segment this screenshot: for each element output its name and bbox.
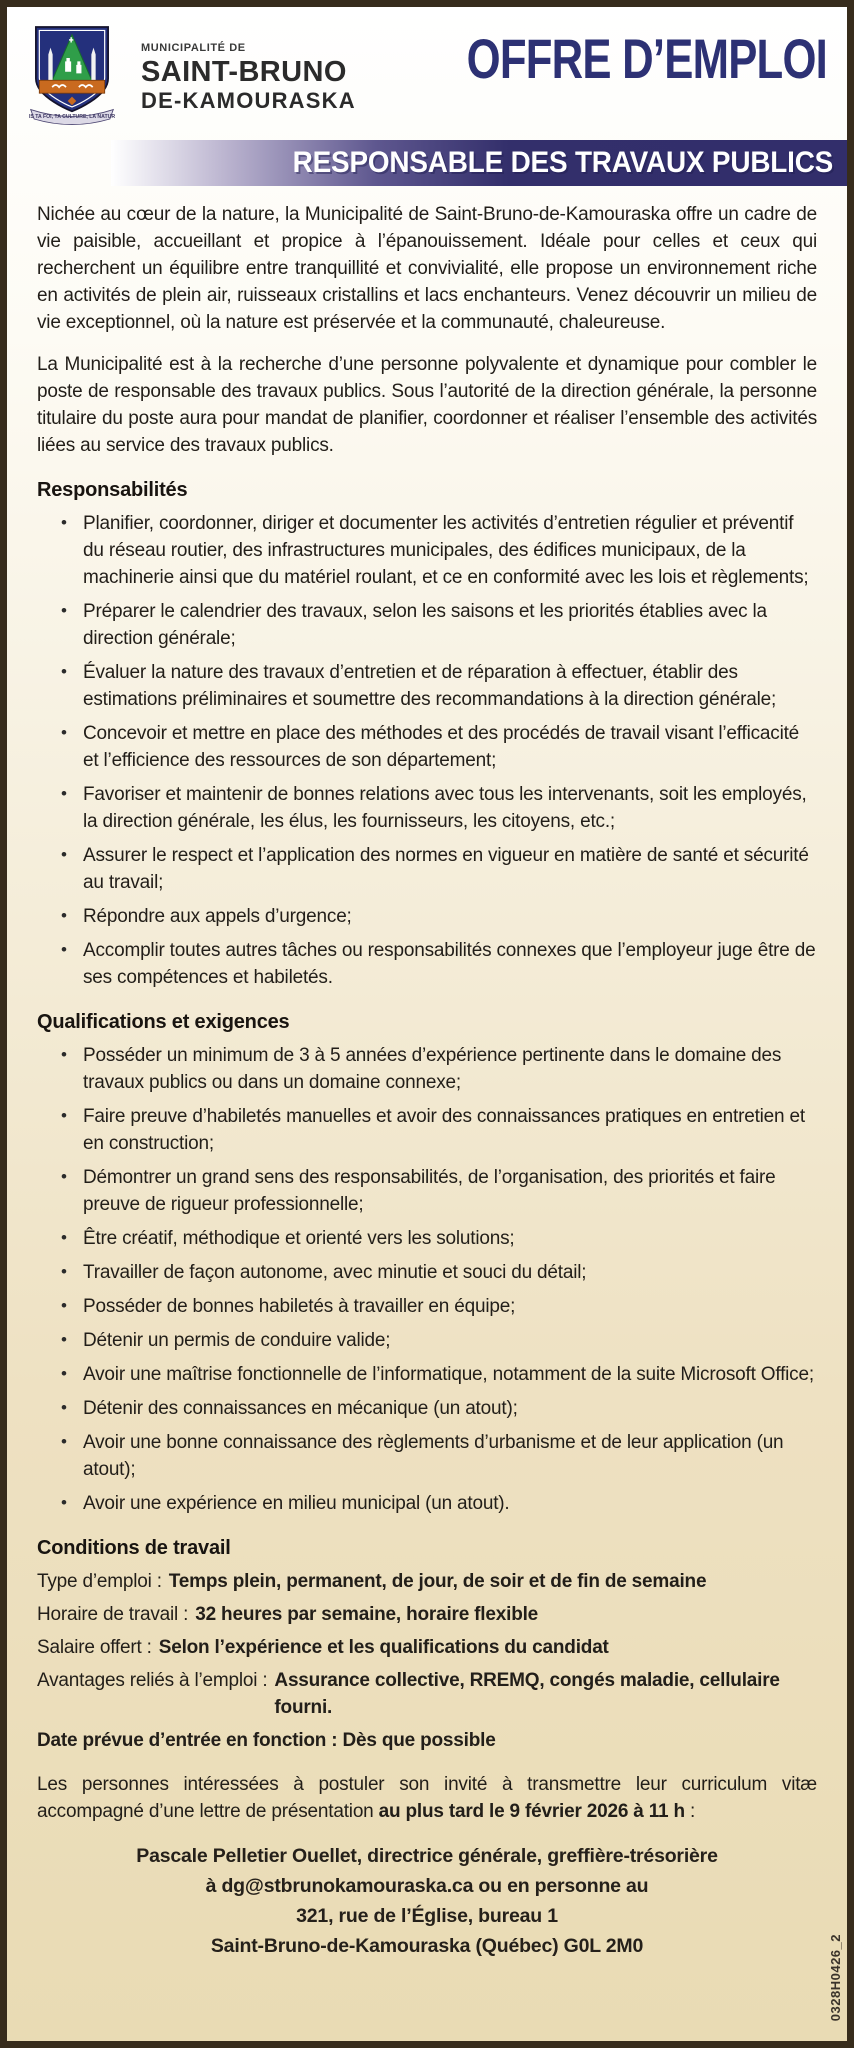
list-item: • Avoir une maîtrise fonctionnelle de l’informatique, notamment de la suite Microsoft Office; — [37, 1362, 817, 1389]
list-item: • Répondre aux appels d’urgence; — [37, 904, 817, 931]
contact-email-line: à dg@stbrunokamouraska.ca ou en personne au — [205, 1874, 649, 1897]
start-date-line: Date prévue d’entrée en fonction : Dès que possible — [37, 1729, 496, 1751]
list-item: • Posséder un minimum de 3 à 5 années d’expérience pertinente dans le domaine des travaux publics ou dans un domaine connexe; — [37, 1043, 817, 1097]
condition-row-benefits — [37, 1668, 817, 1722]
position-banner — [111, 140, 847, 186]
condition-row-salary — [37, 1635, 817, 1662]
document-code-vertical: 0328H0426_2 — [828, 1933, 843, 2021]
application-instructions — [37, 1772, 817, 1826]
section-heading-qualifications: Qualifications et exigences — [37, 1010, 290, 1033]
list-item: • Avoir une expérience en milieu municipal (un atout). — [37, 1491, 817, 1518]
application-instructions-colon: : — [684, 1800, 696, 1822]
list-item: • Planifier, coordonner, diriger et documenter les activités d’entretien régulier et préventif du réseau routier, des infrastructures municipales, des édifices municipaux, de la machinerie ainsi que du matériel roulant, et ce en conformité avec les lois et règlements; — [37, 511, 817, 592]
contact-address-line2: Saint-Bruno-de-Kamouraska (Québec) G0L 2M0 — [210, 1935, 644, 1958]
list-item: • Faire preuve d’habiletés manuelles et avoir des connaissances pratiques en entretien et en construction; — [37, 1104, 817, 1158]
municipality-name-line2: DE-KAMOURASKA — [141, 87, 356, 113]
condition-label: Avantages reliés à l’emploi : — [37, 1669, 268, 1691]
list-item: • Être créatif, méthodique et orienté vers les solutions; — [37, 1226, 817, 1253]
municipality-label: MUNICIPALITÉ DE — [141, 42, 246, 54]
position-banner-text: RESPONSABLE DES TRAVAUX PUBLICS — [292, 146, 833, 179]
section-heading-responsibilities: Responsabilités — [37, 478, 188, 501]
contact-block — [37, 1841, 817, 1962]
list-item: • Détenir un permis de conduire valide; — [37, 1328, 817, 1355]
qualifications-list — [37, 1043, 817, 1518]
municipality-wordmark — [141, 23, 356, 112]
condition-row-schedule — [37, 1602, 817, 1629]
application-instructions-text: Les personnes intéressées à postuler son invité à transmettre leur curriculum vitæ accompagné d’une lettre de présentation — [37, 1773, 817, 1822]
list-item: • Évaluer la nature des travaux d’entretien et de réparation à effectuer, établir des estimations préliminaires et soumettre des recommandations à la direction générale; — [37, 660, 817, 714]
contact-address-line1: 321, rue de l’Église, bureau 1 — [296, 1905, 558, 1928]
condition-value: 32 heures par semaine, horaire flexible — [195, 1603, 539, 1625]
condition-label: Salaire offert : — [37, 1636, 152, 1658]
list-item: • Détenir des connaissances en mécanique (un atout); — [37, 1396, 817, 1423]
list-item: • Assurer le respect et l’application des normes en vigueur en matière de santé et sécurité au travail; — [37, 843, 817, 897]
motto-text: VIS TA FOI, TA CULTURE, LA NATURE — [29, 114, 115, 121]
application-deadline: au plus tard le 9 février 2026 à 11 h — [378, 1800, 685, 1822]
intro-paragraph-2: La Municipalité est à la recherche d’une personne polyvalente et dynamique pour combler le poste de responsable des travaux publics. Sous l’autorité de la direction générale, la personne titulaire du poste aura pour mandat de planifier, coordonner et réaliser l’ensemble des activités liées au service des travaux publics. — [37, 353, 817, 456]
condition-value: Assurance collective, RREMQ, congés maladie, cellulaire fourni. — [274, 1669, 780, 1718]
municipality-name-line1: SAINT-BRUNO — [141, 56, 347, 89]
list-item: • Préparer le calendrier des travaux, selon les saisons et les priorités établies avec la direction générale; — [37, 599, 817, 653]
section-heading-conditions: Conditions de travail — [37, 1536, 231, 1559]
responsibilities-list — [37, 511, 817, 992]
list-item: • Favoriser et maintenir de bonnes relations avec tous les intervenants, soit les employés, la direction générale, les élus, les fournisseurs, les citoyens, etc.; — [37, 782, 817, 836]
list-item: • Accomplir toutes autres tâches ou responsabilités connexes que l’employeur juge être de ses compétences et habiletés. — [37, 938, 817, 992]
list-item: • Avoir une bonne connaissance des règlements d’urbanisme et de leur application (un atout); — [37, 1430, 817, 1484]
posting-body — [7, 186, 847, 1962]
list-item: • Posséder de bonnes habiletés à travailler en équipe; — [37, 1294, 817, 1321]
list-item: • Concevoir et mettre en place des méthodes et des procédés de travail visant l’efficacité et l’efficience des ressources de son département; — [37, 721, 817, 775]
condition-label: Horaire de travail : — [37, 1603, 189, 1625]
list-item: • Démontrer un grand sens des responsabilités, de l’organisation, des priorités et faire preuve de rigueur professionnelle; — [37, 1165, 817, 1219]
condition-label: Type d’emploi : — [37, 1570, 162, 1592]
contact-person: Pascale Pelletier Ouellet, directrice générale, greffière-trésorière — [136, 1844, 718, 1867]
list-item: • Travailler de façon autonome, avec minutie et souci du détail; — [37, 1260, 817, 1287]
municipality-coat-of-arms-icon — [29, 23, 115, 134]
condition-value: Selon l’expérience et les qualifications du candidat — [158, 1636, 609, 1658]
intro-paragraph-1: Nichée au cœur de la nature, la Municipalité de Saint-Bruno-de-Kamouraska offre un cadre de vie paisible, accueillant et propice à l’épanouissement. Idéale pour celles et ceux qui recherchent un équilibre entre tranquillité et convivialité, elle propose un environnement riche en activités de plein air, ruisseaux cristallins et lacs enchanteurs. Venez découvrir un milieu de vie exceptionnel, où la nature est préservée et la communauté, chaleureuse. — [37, 204, 817, 333]
page-title: OFFRE D’EMPLOI — [466, 27, 827, 90]
condition-row-type — [37, 1569, 817, 1596]
condition-value: Temps plein, permanent, de jour, de soir et de fin de semaine — [168, 1570, 707, 1592]
header — [7, 7, 847, 134]
